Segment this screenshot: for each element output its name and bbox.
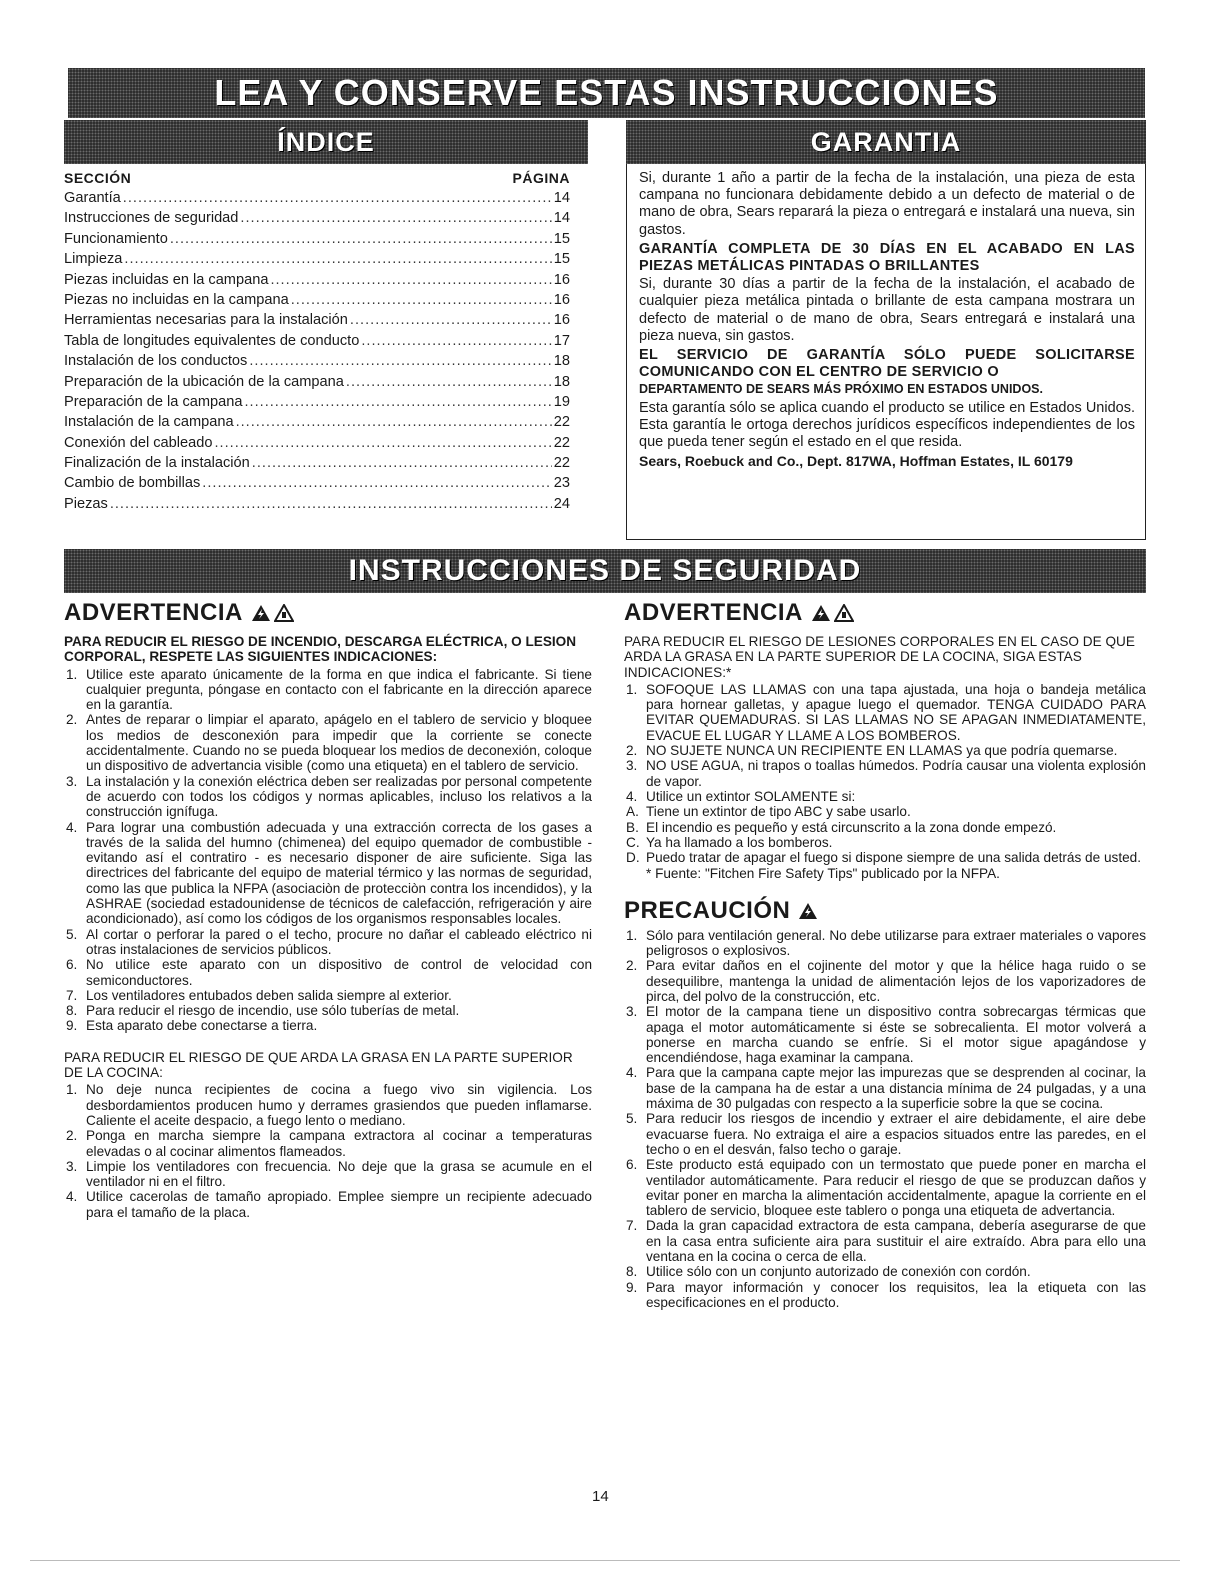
index-page-header: PÁGINA — [512, 170, 570, 186]
index-row-page: 24 — [553, 495, 570, 512]
dot-leader — [124, 251, 551, 267]
list-item-text: Para lograr una combustión adecuada y una extracción correcta de los gases a través de la salida del humno (chimenea) del equipo quemador de combustible - evitando así el contratiro - es necesario disponer de aire suficiente. Siga las directrices del fabricante del equipo de material térmico y las normas de seguridad, como las que publica la NFPA (asociaciòn de protecciòn contra los incendidos), y la ASHRAE (sociedad estadounidense de técnicos de calefacción, refrigeración y aire acondicionado), así como los códigos de los organismos responsables locales. — [86, 819, 592, 927]
list-item — [624, 789, 1146, 804]
index-row — [64, 475, 570, 495]
list-item — [64, 1159, 592, 1190]
list-item-number: 1. — [626, 927, 638, 943]
list-item — [64, 1003, 592, 1018]
list-item-number: 3. — [66, 773, 78, 789]
list-item-number: 4. — [626, 1065, 638, 1081]
list-item-text: Utilice este aparato únicamente de la forma en que indica el fabricante. Si tiene cualquier pregunta, póngase en contacto con el fabricante en la dirección aparece en la garantía. — [86, 666, 592, 713]
list-item-text: Esta aparato debe conectarse a tierra. — [86, 1018, 318, 1034]
list-item — [624, 1218, 1146, 1264]
list-item — [624, 743, 1146, 758]
index-row-page: 14 — [553, 210, 570, 227]
main-banner — [68, 68, 1145, 118]
warning-heading-right — [624, 596, 1146, 630]
list-item-text: No deje nunca recipientes de cocina a fuego vivo sin vigilencia. Los desbordamientos producen humo y derrames grasiendos que pueden inflamarse. Caliente el aceite despacio, a fuego lento o mediano. — [86, 1082, 592, 1128]
index-row — [64, 496, 570, 516]
list-item-text: Para reducir el riesgo de incendio, use sólo tuberías de metal. — [86, 1003, 460, 1019]
list-item-text: Utilice un extintor SOLAMENTE si: — [646, 788, 856, 804]
list-item-text: NO SUJETE NUNCA UN RECIPIENTE EN LLAMAS ya que podría quemarse. — [646, 743, 1118, 759]
list-item-text: Sólo para ventilación general. No debe utilizarse para extraer materiales o vapores peligrosos o explosivos. — [646, 927, 1146, 959]
warranty-banner-title: GARANTIA — [810, 127, 962, 157]
list-item-text: Antes de reparar o limpiar el aparato, apágelo en el tablero de servicio y bloquee los medios de desconexión para impedir que la corriente se conecte accidentalmente. Cuando no se pueda bloquear los medios de deconexión, coloque un dispositivo de advertancia visible (como una etiqueta) en el tablero de servicio. — [86, 712, 592, 774]
index-row-page: 15 — [553, 251, 570, 268]
list-item — [64, 712, 592, 773]
list-item-number: 5. — [626, 1111, 638, 1127]
list-item-number: 4. — [66, 819, 78, 835]
dot-leader — [270, 272, 551, 288]
right-intro: PARA REDUCIR EL RIESGO DE LESIONES CORPORALES EN EL CASO DE QUE ARDA LA GRASA EN LA PARTE SUPERIOR DE LA COCINA, SIGA ESTAS INDICACIONES:* — [624, 634, 1135, 680]
list-item-number: 8. — [626, 1264, 638, 1280]
page-number: 14 — [592, 1488, 609, 1505]
dot-leader — [244, 394, 551, 410]
electric-warning-icon — [811, 604, 831, 622]
list-item-text: Ya ha llamado a los bomberos. — [646, 834, 833, 850]
list-item-text: Utilice sólo con un conjunto autorizado de conexión con cordón. — [646, 1264, 1031, 1280]
list-item-number: 6. — [66, 957, 78, 973]
caution-list — [624, 928, 1146, 1310]
index-row — [64, 272, 570, 292]
table-of-contents — [64, 170, 570, 516]
list-item — [624, 850, 1146, 865]
list-item — [64, 927, 592, 958]
list-item-text: Tiene un extintor de tipo ABC y sabe usarlo. — [646, 804, 911, 820]
list-item — [64, 820, 592, 927]
list-item — [624, 1111, 1146, 1157]
list-item — [624, 804, 1146, 819]
bottom-divider — [30, 1560, 1180, 1561]
hand-warning-icon — [834, 604, 854, 622]
list-item-text: Para mayor información y conocer los requisitos, lea la etiqueta con las especificaciones en el producto. — [646, 1279, 1146, 1310]
list-item-text: La instalación y la conexión eléctrica deben ser realizadas por personal competente de acuerdo con todos los códigos y normas aplicables, incluso los relativos a la construcción ignífuga. — [86, 773, 592, 820]
dot-leader — [346, 374, 552, 390]
index-row-title: Instalación de la campana — [64, 414, 234, 431]
list-item — [64, 774, 592, 820]
list-item-number: 4. — [626, 788, 638, 804]
dot-leader — [202, 475, 551, 491]
list-item — [64, 1128, 592, 1159]
index-row-page: 14 — [553, 190, 570, 206]
index-row-page: 19 — [553, 393, 570, 410]
list-item-text: El incendio es pequeño y está circunscrito a la zona donde empezó. — [646, 819, 1057, 835]
list-item-text: El motor de la campana tiene un dispositivo contra sobrecargas térmicas que apaga el motor automáticamente si éste se sobrecalienta. El motor volverá a ponerse en marcha cuando se enfríe. Si el motor sigue apagándose y encendiéndose, haga examinar la campana. — [646, 1004, 1146, 1066]
list-item-text: Limpie los ventiladores con frecuencia. No deje que la grasa se acumule en el ventilador ni en el filtro. — [86, 1158, 592, 1190]
dot-leader — [110, 496, 552, 512]
index-row — [64, 333, 570, 353]
list-item-number: 9. — [626, 1279, 638, 1295]
list-item — [64, 667, 592, 713]
list-item-number: 1. — [66, 1082, 78, 1098]
index-row-page: 22 — [553, 455, 570, 472]
index-row-page: 22 — [553, 434, 570, 451]
right-list — [624, 682, 1146, 866]
list-item-number: 2. — [66, 1128, 78, 1144]
list-item — [624, 682, 1146, 743]
list-item — [624, 1157, 1146, 1218]
right-safety-column — [624, 596, 1146, 1310]
list-item — [624, 820, 1146, 835]
list-item-text: Para que la campana capte mejor las impurezas que se desprenden al cocinar, la base de la campana ha de estar a una distancia mínima de 24 pulgadas, y a una máxima de 30 pulgadas con respecto a la superficie sobre la que se cocina. — [646, 1065, 1146, 1112]
index-header — [64, 170, 570, 190]
list-item-number: 1. — [626, 681, 638, 697]
list-item — [64, 1189, 592, 1220]
list-item-number: 2. — [626, 743, 638, 759]
index-row — [64, 455, 570, 475]
index-row — [64, 190, 570, 210]
list-item — [64, 1082, 592, 1128]
warning-icons — [251, 604, 294, 622]
list-item-number: 9. — [66, 1018, 78, 1034]
index-row — [64, 312, 570, 332]
list-item — [64, 988, 592, 1003]
source-note: * Fuente: "Fitchen Fire Safety Tips" publicado por la NFPA. — [646, 866, 1000, 882]
index-row-title: Preparación de la campana — [64, 393, 243, 410]
left-list-1 — [64, 667, 592, 1034]
caution-heading-text: PRECAUCIÓN — [624, 897, 791, 925]
left-safety-column — [64, 596, 592, 1220]
index-row-title: Piezas — [64, 495, 108, 512]
list-item-number: A. — [626, 804, 639, 820]
warranty-banner — [626, 120, 1146, 164]
index-rows — [64, 190, 570, 516]
warranty-paragraph-2: Si, durante 30 días a partir de la fecha de la instalación, el acabado de cualquier pieza metálica pintada o brillante de esta campana mostrara un defecto de material o de mano de obra, Sears entregará e instalará una pieza nueva, sin gastos. — [639, 276, 1135, 344]
list-item — [624, 958, 1146, 1004]
list-item-text: No utilice este aparato con un dispositivo de control de velocidad con semiconductores. — [86, 957, 592, 988]
index-section-header: SECCIÓN — [64, 170, 132, 186]
list-item-number: C. — [626, 834, 640, 850]
index-row-title: Instrucciones de seguridad — [64, 210, 239, 227]
list-item — [624, 1264, 1146, 1279]
safety-banner-title: INSTRUCCIONES DE SEGURIDAD — [348, 554, 862, 587]
list-item-number: 3. — [626, 758, 638, 774]
index-row — [64, 353, 570, 373]
list-item — [624, 928, 1146, 959]
index-row-page: 23 — [553, 475, 570, 492]
list-item — [64, 1018, 592, 1033]
dot-leader — [170, 231, 552, 247]
list-item-number: 3. — [66, 1158, 78, 1174]
index-row-page: 18 — [553, 373, 570, 390]
caution-heading — [624, 894, 1146, 928]
index-row-page: 16 — [553, 291, 570, 308]
warranty-heading-department: DEPARTAMENTO DE SEARS MÁS PRÓXIMO EN ESTADOS UNIDOS. — [639, 382, 1043, 397]
list-item-number: 3. — [626, 1004, 638, 1020]
dot-leader — [240, 210, 551, 226]
index-row — [64, 251, 570, 271]
warning-heading-left-text: ADVERTENCIA — [64, 599, 243, 627]
list-item-text: Al cortar o perforar la pared o el techo, procure no dañar el cableado eléctrico ni otras instalaciones de servicios públicos. — [86, 926, 592, 957]
list-item-text: Dada la gran capacidad extractora de esta campana, debería asegurarse de que en la casa entra suficiente aira para sustituir el aire extraído. Abra para ello una ventana en la cocina o cerca de ella. — [646, 1218, 1146, 1264]
warranty-paragraph-1: Si, durante 1 año a partir de la fecha de la instalación, una pieza de esta campana no funcionara debidamente debido a un defecto de material o de mano de obra, Sears reparará la pieza o entregará e instalará una nueva, sin gastos. — [639, 170, 1135, 238]
list-item — [624, 1065, 1146, 1111]
warranty-box — [626, 164, 1146, 540]
list-item-number: B. — [626, 819, 639, 835]
index-row — [64, 374, 570, 394]
hand-warning-icon — [274, 604, 294, 622]
main-banner-title: LEA Y CONSERVE ESTAS INSTRUCCIONES — [214, 72, 999, 113]
index-row — [64, 231, 570, 251]
list-item-text: Este producto está equipado con un termostato que puede poner en marcha el ventilador automáticamente. Para reducir el riesgo de que se produzcan daños y evitar poner en marcha la alimentación accidentalmente, apague la corriente en el tablero de servicio, bloquee este tablero o ponga una etiqueta de advertancia. — [646, 1157, 1146, 1219]
electric-warning-icon — [251, 604, 271, 622]
index-banner — [64, 120, 588, 164]
electric-warning-icon — [798, 902, 818, 920]
list-item-number: 1. — [66, 666, 78, 682]
index-row-title: Cambio de bombillas — [64, 475, 201, 492]
dot-leader — [249, 353, 551, 369]
index-row-title: Piezas incluidas en la campana — [64, 271, 269, 288]
index-row-title: Tabla de longitudes equivalentes de conducto — [64, 332, 360, 349]
dot-leader — [350, 312, 552, 328]
list-item — [64, 957, 592, 988]
index-row-page: 15 — [553, 230, 570, 247]
dot-leader — [236, 414, 552, 430]
index-row — [64, 292, 570, 312]
index-row-title: Herramientas necesarias para la instalación — [64, 312, 348, 329]
list-item-text: Utilice cacerolas de tamaño apropiado. Emplee siempre un recipiente adecuado para el tamaño de la placa. — [86, 1189, 592, 1220]
index-row-title: Garantía — [64, 190, 121, 206]
index-row — [64, 210, 570, 230]
list-item-text: Ponga en marcha siempre la campana extractora al cocinar a temperaturas elevadas o al cocinar alimentos flameados. — [86, 1128, 592, 1159]
index-row-title: Finalización de la instalación — [64, 455, 250, 472]
list-item-number: 6. — [626, 1157, 638, 1173]
index-row — [64, 435, 570, 455]
list-item-text: Puedo tratar de apagar el fuego si dispone siempre de una salida detrás de usted. — [646, 850, 1141, 866]
safety-banner — [64, 549, 1146, 593]
list-item-text: SOFOQUE LAS LLAMAS con una tapa ajustada, una hoja o bandeja metálica para hornear galletas, y apague luego el quemador. TENGA CUIDADO PARA EVITAR QUEMADURAS. SI LAS LLAMAS NO SE APAGAN INMEDIATAMENTE, EVACUE EL LUGAR Y LLAME A LOS BOMBEROS. — [646, 681, 1146, 743]
index-row-page: 18 — [553, 353, 570, 370]
warning-heading-right-text: ADVERTENCIA — [624, 599, 803, 627]
dot-leader — [291, 292, 552, 308]
index-row — [64, 414, 570, 434]
warranty-address: Sears, Roebuck and Co., Dept. 817WA, Hoffman Estates, IL 60179 — [639, 453, 1073, 470]
index-banner-title: ÍNDICE — [277, 127, 375, 157]
index-row-page: 22 — [553, 414, 570, 431]
index-row-title: Preparación de la ubicación de la campana — [64, 373, 344, 390]
index-row-title: Limpieza — [64, 251, 123, 268]
left-intro-1: PARA REDUCIR EL RIESGO DE INCENDIO, DESCARGA ELÉCTRICA, O LESION CORPORAL, RESPETE LAS SIGUIENTES INDICACIONES: — [64, 634, 577, 665]
list-item-number: 7. — [66, 987, 78, 1003]
list-item-text: NO USE AGUA, ni trapos o toallas húmedos. Podría causar una violenta explosión de vapor. — [646, 758, 1146, 789]
list-item-number: 4. — [66, 1189, 78, 1205]
index-row-page: 16 — [553, 312, 570, 329]
list-item — [624, 1004, 1146, 1065]
warranty-heading-service: EL SERVICIO DE GARANTÍA SÓLO PUEDE SOLICITARSE COMUNICANDO CON EL CENTRO DE SERVICIO O — [639, 347, 1135, 381]
list-item-number: D. — [626, 850, 640, 866]
list-item — [624, 835, 1146, 850]
index-row-page: 17 — [553, 332, 570, 349]
list-item-text: Para reducir los riesgos de incendio y extraer el aire debidamente, el aire debe evacuarse fuera. No extraiga el aire a espacios situados entre las paredes, en el techo o en el desván, falso techo o garaje. — [646, 1111, 1146, 1157]
list-item-text: Los ventiladores entubados deben salida siempre al exterior. — [86, 987, 452, 1003]
index-row-title: Piezas no incluidas en la campana — [64, 291, 289, 308]
list-item-number: 7. — [626, 1218, 638, 1234]
list-item-number: 8. — [66, 1003, 78, 1019]
index-row-page: 16 — [553, 271, 570, 288]
index-row-title: Funcionamiento — [64, 230, 168, 247]
caution-icons — [798, 902, 818, 920]
index-row-title: Instalación de los conductos — [64, 353, 248, 370]
dot-leader — [214, 435, 551, 451]
index-row-title: Conexión del cableado — [64, 434, 213, 451]
dot-leader — [123, 190, 552, 206]
warning-heading-left — [64, 596, 592, 630]
dot-leader — [252, 455, 552, 471]
warning-icons — [811, 604, 854, 622]
list-item — [624, 1280, 1146, 1311]
list-item-number: 5. — [66, 926, 78, 942]
left-intro-2: PARA REDUCIR EL RIESGO DE QUE ARDA LA GRASA EN LA PARTE SUPERIOR DE LA COCINA: — [64, 1049, 573, 1081]
dot-leader — [361, 333, 551, 349]
left-list-2 — [64, 1082, 592, 1220]
index-row — [64, 394, 570, 414]
list-item-number: 2. — [626, 958, 638, 974]
list-item-text: Para evitar daños en el cojinente del motor y que la hélice haga ruido o se desequilibre, mantenga la unidad de alimentación lejos de los vaporizadores de pirca, del polvo de la construcción, etc. — [646, 958, 1146, 1004]
warranty-paragraph-3: Esta garantía sólo se aplica cuando el producto se utilice en Estados Unidos. Esta garantía le ortoga derechos jurídicos específicos independientes de los que pueda tener según el estado en el que resida. — [639, 399, 1135, 451]
list-item — [624, 758, 1146, 789]
warranty-heading-finish: GARANTÍA COMPLETA DE 30 DÍAS EN EL ACABADO EN LAS PIEZAS METÁLICAS PINTADAS O BRILLANTES — [639, 240, 1135, 275]
list-item-number: 2. — [66, 712, 78, 728]
